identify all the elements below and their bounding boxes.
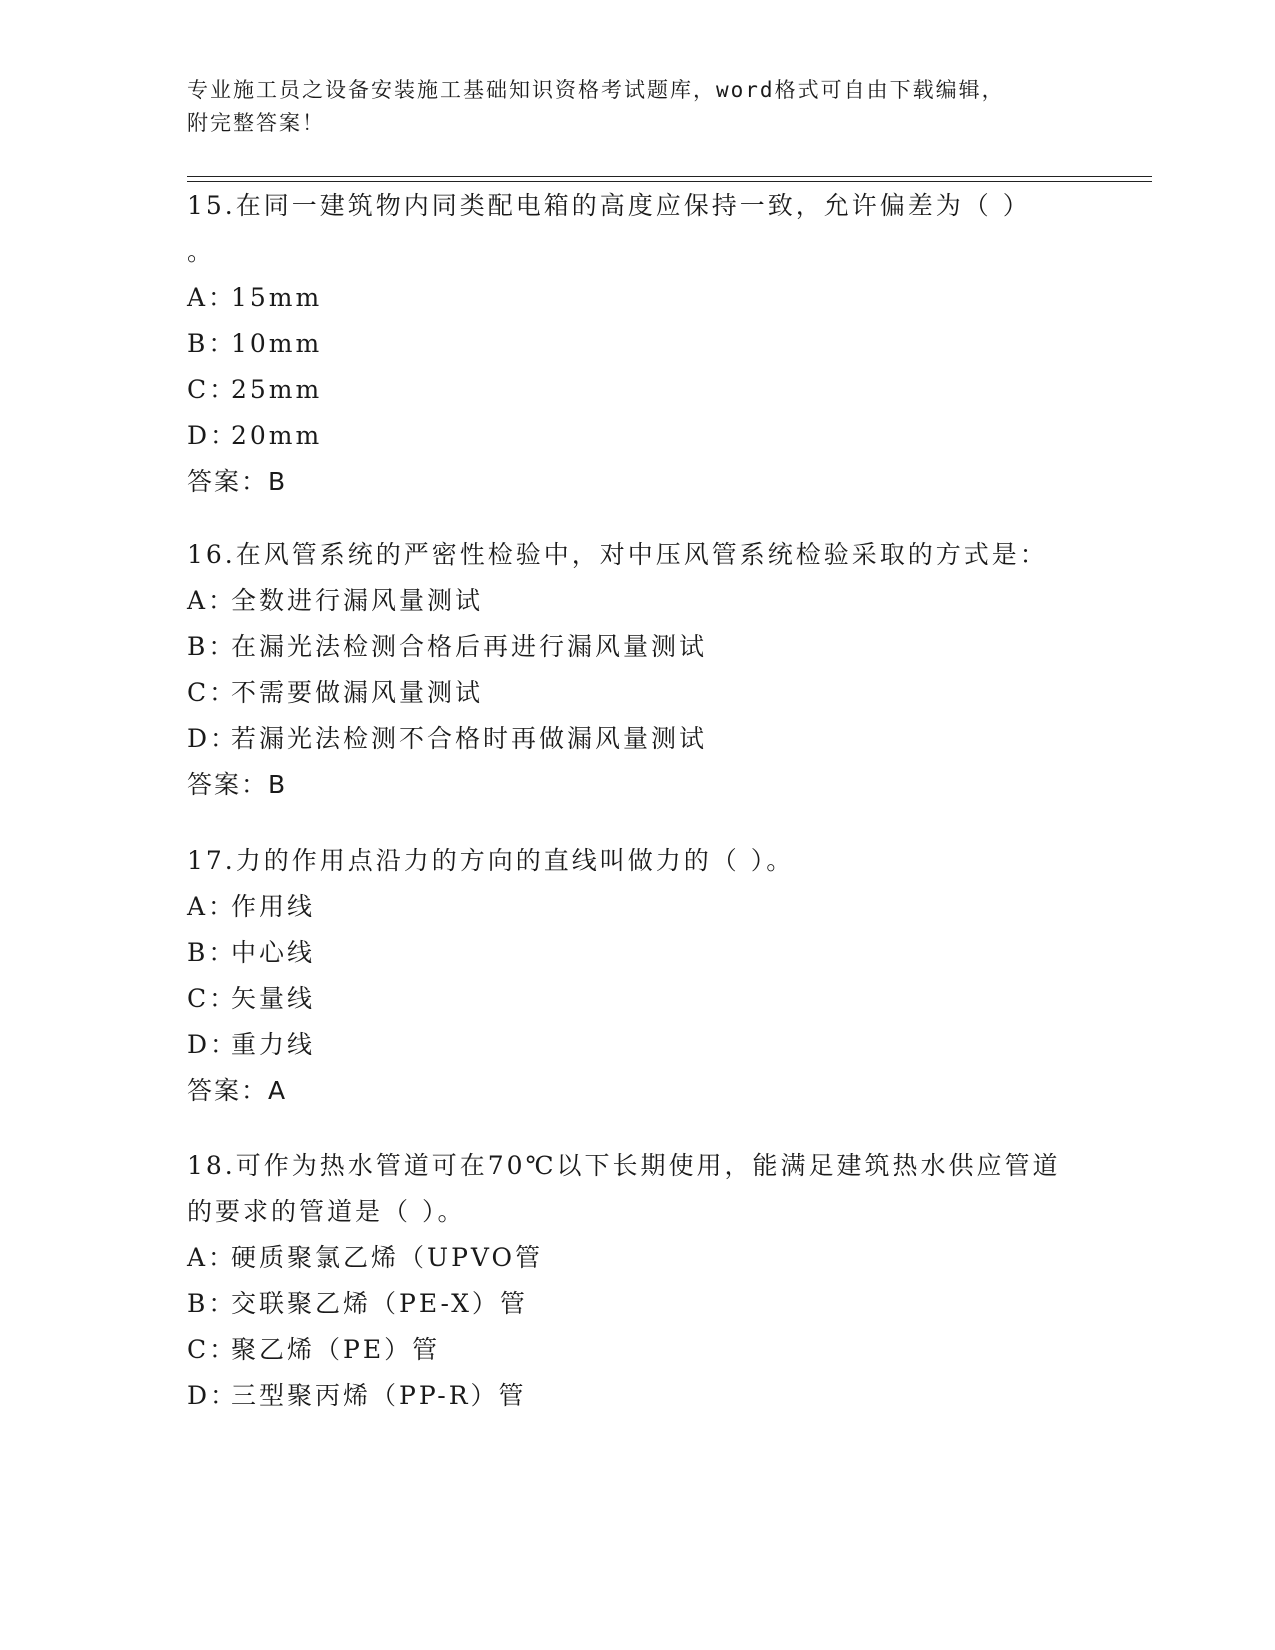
question-15 — [187, 183, 1147, 505]
option-key: B： — [187, 1289, 237, 1318]
header-line-2: 附完整答案！ — [187, 111, 325, 135]
option-c — [187, 670, 1147, 716]
option-key: A： — [187, 586, 237, 615]
option-text: 15mm — [231, 283, 323, 312]
option-text: 在漏光法检测合格后再进行漏风量测试 — [231, 632, 708, 661]
document-header — [187, 74, 1067, 140]
option-text: 中心线 — [231, 938, 316, 967]
option-d — [187, 716, 1147, 762]
option-key: C： — [187, 1335, 238, 1364]
question-stem-line: 16.在风管系统的严密性检验中，对中压风管系统检验采取的方式是： — [187, 540, 1048, 569]
option-key: B： — [187, 938, 237, 967]
option-key: B： — [187, 632, 237, 661]
question-18 — [187, 1143, 1147, 1419]
option-b — [187, 1281, 1147, 1327]
option-text: 25mm — [231, 375, 323, 404]
header-line-1: 专业施工员之设备安装施工基础知识资格考试题库，word格式可自由下载编辑， — [187, 78, 1005, 102]
option-key: D： — [187, 1030, 239, 1059]
option-b — [187, 624, 1147, 670]
option-a — [187, 275, 1147, 321]
option-c — [187, 1327, 1147, 1373]
option-text: 硬质聚氯乙烯（UPVO管 — [231, 1243, 544, 1272]
option-key: A： — [187, 1243, 237, 1272]
option-text: 三型聚丙烯（PP-R）管 — [231, 1381, 527, 1410]
option-key: D： — [187, 421, 239, 450]
option-text: 全数进行漏风量测试 — [231, 586, 484, 615]
answer-line: 答案：B — [187, 467, 288, 496]
option-text: 矢量线 — [231, 984, 316, 1013]
option-a — [187, 578, 1147, 624]
option-a — [187, 884, 1147, 930]
answer-line: 答案：B — [187, 770, 288, 799]
option-a — [187, 1235, 1147, 1281]
option-key: D： — [187, 724, 239, 753]
question-stem-line: 18.可作为热水管道可在70℃以下长期使用，能满足建筑热水供应管道 — [187, 1151, 1061, 1180]
option-key: C： — [187, 678, 238, 707]
option-key: C： — [187, 984, 238, 1013]
option-key: A： — [187, 283, 237, 312]
option-key: C： — [187, 375, 238, 404]
option-d — [187, 413, 1147, 459]
option-d — [187, 1373, 1147, 1419]
header-divider-top — [187, 176, 1152, 177]
option-text: 不需要做漏风量测试 — [231, 678, 484, 707]
option-d — [187, 1022, 1147, 1068]
option-text: 作用线 — [231, 892, 316, 921]
option-text: 交联聚乙烯（PE-X）管 — [231, 1289, 528, 1318]
option-c — [187, 976, 1147, 1022]
question-stem-line: 的要求的管道是（ ）。 — [187, 1197, 466, 1226]
option-text: 20mm — [231, 421, 323, 450]
option-b — [187, 930, 1147, 976]
question-16 — [187, 532, 1147, 808]
option-b — [187, 321, 1147, 367]
option-text: 重力线 — [231, 1030, 316, 1059]
header-divider-bottom — [187, 181, 1152, 182]
option-key: D： — [187, 1381, 239, 1410]
option-c — [187, 367, 1147, 413]
question-stem-line: 。 — [187, 237, 216, 266]
option-key: B： — [187, 329, 237, 358]
option-text: 若漏光法检测不合格时再做漏风量测试 — [231, 724, 708, 753]
option-key: A： — [187, 892, 237, 921]
answer-line: 答案：A — [187, 1076, 288, 1105]
option-text: 10mm — [231, 329, 323, 358]
question-17 — [187, 838, 1147, 1114]
option-text: 聚乙烯（PE）管 — [231, 1335, 441, 1364]
question-stem-line: 17.力的作用点沿力的方向的直线叫做力的（ ）。 — [187, 846, 795, 875]
question-stem-line: 15.在同一建筑物内同类配电箱的高度应保持一致，允许偏差为（ ） — [187, 191, 1031, 220]
